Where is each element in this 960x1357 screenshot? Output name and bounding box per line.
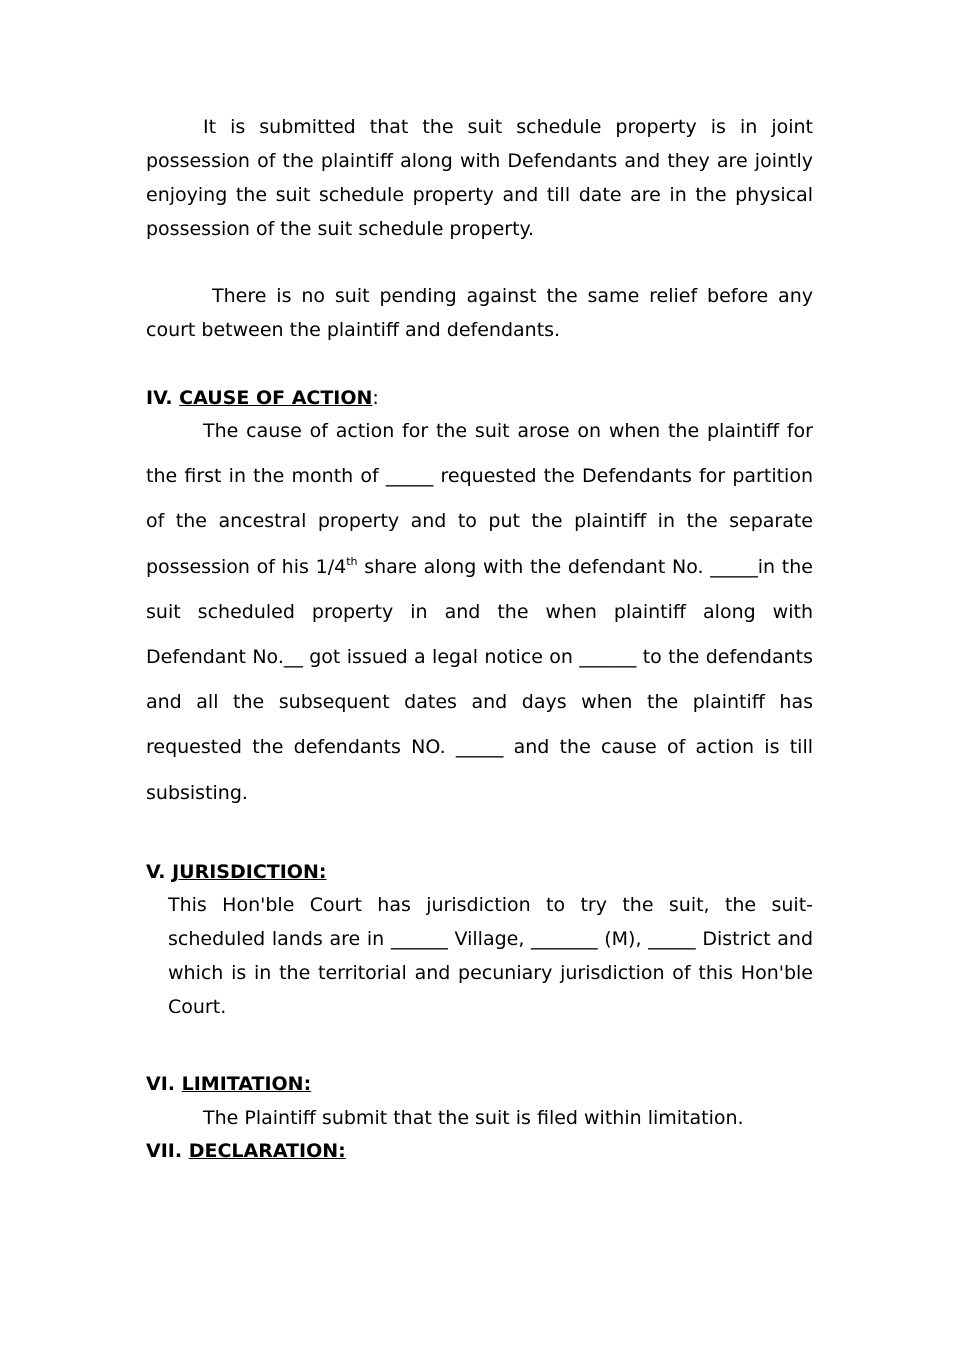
cause-of-action-text-part2: share along with the defendant No. _____in the suit scheduled property in and the when plaintiff along with Defendant No.__ got issued a legal notice on ______ to the defendants and all the subsequent dates and days when the plaintiff has requested the defendants NO. _____ and the cause of action is till subsisting. bbox=[146, 555, 813, 804]
section-title: LIMITATION: bbox=[181, 1073, 312, 1095]
section-title: DECLARATION: bbox=[188, 1140, 346, 1162]
section-title: CAUSE OF ACTION bbox=[179, 387, 373, 409]
limitation-paragraph: The Plaintiff submit that the suit is filed within limitation. bbox=[203, 1107, 744, 1129]
declaration-heading bbox=[146, 1134, 346, 1168]
section-number: IV. bbox=[146, 387, 173, 409]
section-title: JURISDICTION: bbox=[172, 861, 327, 883]
section-number: V. bbox=[146, 861, 166, 883]
no-suit-pending-paragraph: There is no suit pending against the same relief before any court between the plaintiff and defendants. bbox=[146, 285, 813, 341]
section-number: VI. bbox=[146, 1073, 175, 1095]
cause-of-action-text-part1: The cause of action for the suit arose on when the plaintiff for the first in the month of _____ requested the Defendants for partition of the ancestral property and to put the plaintiff in the separate possession of his 1/4 bbox=[146, 420, 813, 578]
jurisdiction-paragraph: This Hon'ble Court has jurisdiction to try the suit, the suit-scheduled lands are in ______ Village, _______ (M), _____ District and which is in the territorial and pecuniary jurisdiction of this Hon'ble Court. bbox=[168, 894, 813, 1018]
section-colon: : bbox=[372, 387, 379, 409]
possession-paragraph: It is submitted that the suit schedule property is in joint possession of the plaintiff along with Defendants and they are jointly enjoying the suit schedule property and till date are in the physical possession of the suit schedule property. bbox=[146, 116, 813, 240]
cause-of-action-paragraph bbox=[146, 409, 813, 816]
jurisdiction-heading bbox=[146, 855, 326, 889]
limitation-heading bbox=[146, 1067, 311, 1101]
section-number: VII. bbox=[146, 1140, 183, 1162]
ordinal-superscript: th bbox=[346, 554, 358, 568]
